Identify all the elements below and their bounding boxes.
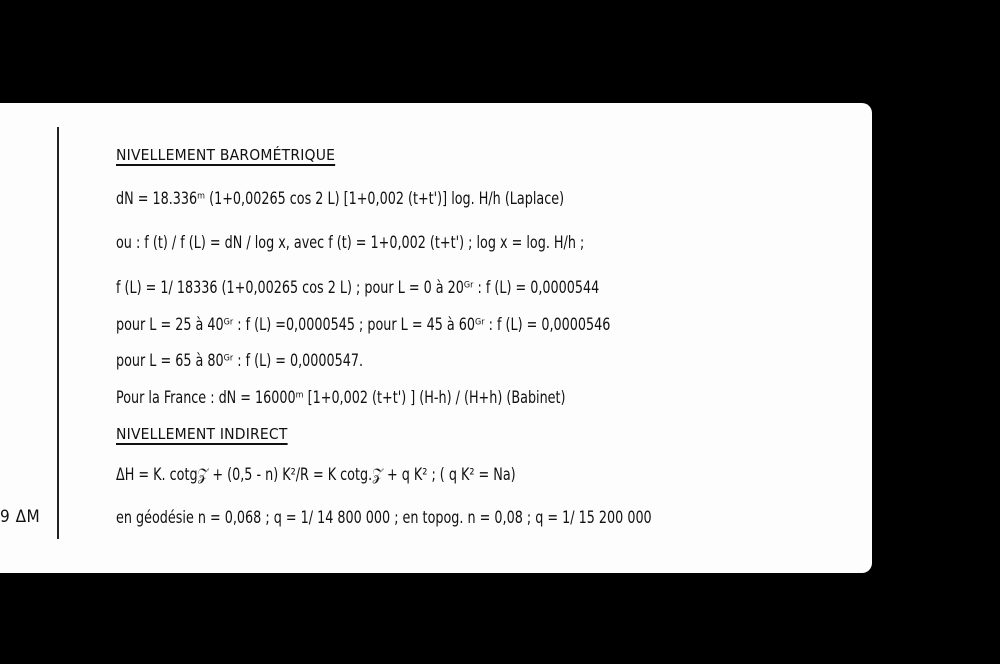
formula-indirect: ΔH = K. cotg𝒵 + (0,5 - n) K²/R = K cotg.𝒵 + q K² ; ( q K² = Na) bbox=[116, 465, 516, 484]
formula-fl-25-60: pour L = 25 à 40ᴳʳ : f (L) =0,0000545 ; pour L = 45 à 60ᴳʳ : f (L) = 0,0000546 bbox=[116, 315, 611, 334]
formula-ratio: ou : f (t) / f (L) = dN / log x, avec f (t) = 1+0,002 (t+t') ; log x = log. H/h ; bbox=[116, 233, 585, 252]
barometric-heading: NIVELLEMENT BAROMÉTRIQUE bbox=[116, 146, 336, 164]
formula-geodesy: en géodésie n = 0,068 ; q = 1/ 14 800 000 ; en topog. n = 0,08 ; q = 1/ 15 200 000 bbox=[116, 508, 652, 527]
margin-rule bbox=[57, 127, 59, 539]
formula-laplace: dN = 18.336ᵐ (1+0,00265 cos 2 L) [1+0,002 (t+t')] log. H/h (Laplace) bbox=[116, 189, 565, 208]
reference-card bbox=[0, 103, 872, 573]
indirect-heading: NIVELLEMENT INDIRECT bbox=[116, 425, 288, 443]
margin-label: 9 ΔM bbox=[0, 507, 41, 527]
formula-babinet: Pour la France : dN = 16000ᵐ [1+0,002 (t+t') ] (H-h) / (H+h) (Babinet) bbox=[116, 388, 566, 407]
formula-fl-0-20: f (L) = 1/ 18336 (1+0,00265 cos 2 L) ; pour L = 0 à 20ᴳʳ : f (L) = 0,0000544 bbox=[116, 278, 600, 297]
formula-fl-65-80: pour L = 65 à 80ᴳʳ : f (L) = 0,0000547. bbox=[116, 351, 364, 370]
